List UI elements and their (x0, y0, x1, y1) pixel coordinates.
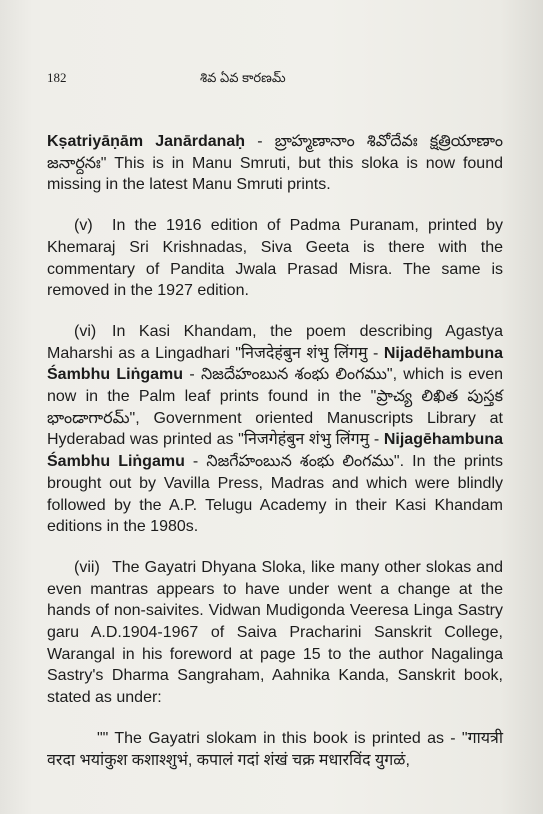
paragraph-number: (vi) (74, 322, 97, 340)
paragraph-text: In Kasi Khandam, the poem describing Agastya Maharshi as a Lingadhari "निजदेहंबुन शंभु लिंगमु - (47, 322, 503, 362)
paragraph-v (47, 215, 503, 302)
paragraph-text: The Gayatri Dhyana Sloka, like many other slokas and even mantras appears to have under went a change at the hands of non-saivites. Vidwan Mudigonda Veeresa Linga Sastry garu A.D.1904-1967 of Saiva Pracharini Sanskrit College, Warangal in his foreword at page 15 to the author Nagalinga Sastry's Dharma Sangraham, Aahnika Kanda, Sanskrit book, stated as under: (47, 558, 503, 707)
paragraph-vi (47, 321, 503, 538)
paragraph-manu-smruti (47, 131, 503, 196)
paragraph-text: - నిజదేహంబున శంభు లింగము", which is even now in the Palm leaf prints found in the "ప్రాచ్య లిఖిత పుస్తక భాండాగారమ్", Government oriented Manuscripts Library at Hyderabad was printed as "निजगेहंबुन शंभु लिंगमु - (47, 366, 503, 449)
paragraph-vii (47, 557, 503, 709)
page-header (0, 70, 543, 90)
paragraph-text: - బ్రాహ్మణానాం శివోదేవః క్షత్రియాణాం జనార్దనః" This is in Manu Smruti, but this sloka is now found missing in the latest Manu Smruti prints. (47, 133, 503, 194)
paragraph-number: (vii) (74, 558, 100, 576)
transliterated-phrase: Nijagēhambuna Śambhu Liṅgamu (47, 431, 503, 471)
transliterated-phrase: Nijadēhambuna Śambhu Liṅgamu (47, 344, 503, 384)
page-number: 182 (47, 70, 67, 85)
quoted-statement (47, 728, 503, 771)
paragraph-text: - నిజగేహంబున శంభు లింగము". In the prints brought out by Vavilla Press, Madras and which were blindly followed by the A.P. Telugu Academy in their Kasi Khandam editions in the 1980s. (47, 453, 503, 536)
running-head: శివ ఏవ కారణమ్ (200, 70, 286, 85)
paragraph-text: In the 1916 edition of Padma Puranam, printed by Khemaraj Sri Krishnadas, Siva Geeta is there with the commentary of Pandita Jwala Prasad Misra. The same is removed in the 1927 edition. (47, 217, 503, 300)
transliterated-phrase: Kṣatriyāṇām Janārdanaḥ (47, 133, 246, 150)
paragraph-text: "" The Gayatri slokam in this book is printed as - "गायत्री वरदा भयांकुश कशाश्शुभं, कपालं गदां शंखं चक्र मधारविंद युगळं, (47, 729, 503, 769)
body-text (47, 131, 503, 771)
paragraph-number: (v) (74, 217, 93, 235)
